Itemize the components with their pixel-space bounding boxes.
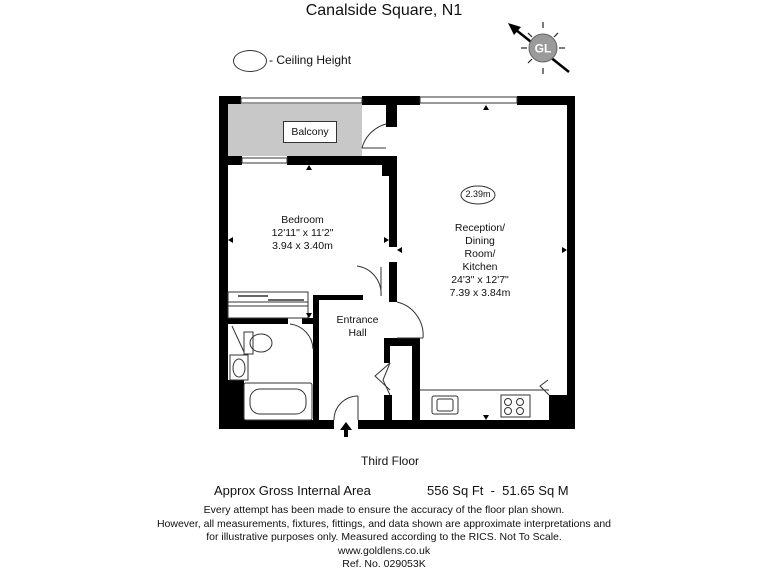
reception-metric: 7.39 x 3.84m xyxy=(449,287,511,299)
reception-window xyxy=(420,97,517,103)
reference-number: Ref. No. 029053K xyxy=(342,558,426,570)
bedroom-window xyxy=(242,158,287,163)
reception-name-line4: Kitchen xyxy=(462,261,498,273)
hall-name-line1: Entrance xyxy=(336,314,379,326)
balcony-window xyxy=(241,98,362,103)
bedroom-door-swing xyxy=(357,266,381,296)
entrance-door-swing xyxy=(334,396,358,420)
disclaimer-line3: for illustrative purposes only. Measured according to the RICS. Not To Scale. xyxy=(206,531,562,543)
entrance-arrow-icon xyxy=(340,422,352,437)
toilet xyxy=(244,332,253,354)
disclaimer-line1: Every attempt has been made to ensure the accuracy of the floor plan shown. xyxy=(203,504,565,516)
bedroom-name: Bedroom xyxy=(281,214,324,226)
area-label: Approx Gross Internal Area xyxy=(214,483,371,498)
compass-logo-text: GL xyxy=(534,41,552,56)
disclaimer-line2: However, all measurements, fixtures, fittings, and data shown are approximate interpretations and xyxy=(156,517,612,530)
reception-door-swing xyxy=(397,302,423,338)
reception-name-line1: Reception/ xyxy=(454,222,506,234)
hall-label xyxy=(325,314,390,340)
bathroom-door-swing xyxy=(290,324,313,349)
hall-name-line2: Hall xyxy=(348,327,367,339)
bedroom-imperial: 12'11" x 11'2" xyxy=(271,227,334,239)
reception-name-line2: Dining xyxy=(465,235,495,247)
ceiling-height-value: 2.39m xyxy=(465,189,491,199)
bedroom-label xyxy=(250,214,355,253)
reception-imperial: 24'3" x 12'7" xyxy=(451,274,509,286)
balcony-label: Balcony xyxy=(283,121,337,143)
website-link[interactable]: www.goldlens.co.uk xyxy=(337,544,431,557)
reception-name-line3: Room/ xyxy=(464,248,496,260)
reception-label xyxy=(430,222,530,300)
disclaimer xyxy=(0,504,768,572)
bedroom-metric: 3.94 x 3.40m xyxy=(272,240,333,252)
floor-name: Third Floor xyxy=(360,454,419,468)
plan-title: Canalside Square, N1 xyxy=(305,2,463,19)
balcony-door-swing xyxy=(362,124,386,148)
area-value: 556 Sq Ft - 51.65 Sq M xyxy=(427,483,569,498)
ceiling-height-legend-label: - Ceiling Height xyxy=(269,53,352,67)
